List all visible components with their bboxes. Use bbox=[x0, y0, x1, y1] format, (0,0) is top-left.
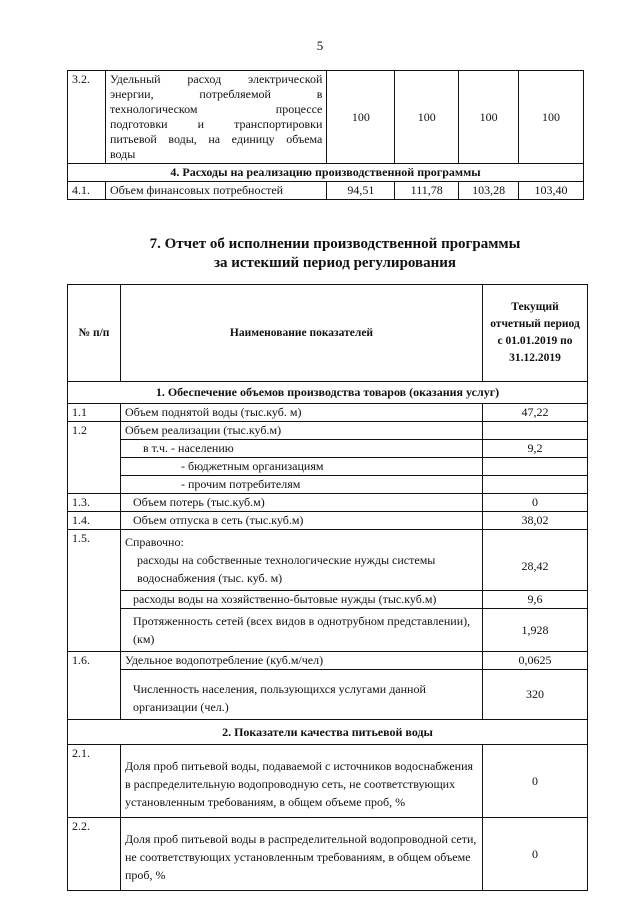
table-row bbox=[68, 458, 588, 476]
table-row bbox=[68, 609, 588, 652]
table-row bbox=[68, 591, 588, 609]
indicator-name: Доля проб питьевой воды в распределительной водопроводной сети, не соответствующих установленным требованиям, в общем объеме проб, % bbox=[121, 818, 483, 891]
report-heading: 7. Отчет об исполнении производственной программы bbox=[149, 236, 521, 252]
indicator-line: питьевой воды, на единицу объема bbox=[109, 132, 323, 146]
row-number: 1.3. bbox=[68, 494, 121, 512]
reference-label: Справочно: bbox=[125, 535, 184, 549]
row-number: 1.4. bbox=[68, 512, 121, 530]
indicator-name: Доля проб питьевой воды, подаваемой с источников водоснабжения в распределительную водопроводную сеть, не соответствующих установленным требованиям, в общем объеме проб, % bbox=[121, 745, 483, 818]
report-table bbox=[67, 284, 588, 891]
table-header bbox=[68, 285, 588, 382]
indicator-line: подготовки и транспортировки bbox=[109, 117, 323, 131]
reference-text: расходы на собственные технологические нужды системы водоснабжения (тыс. куб. м) bbox=[137, 553, 436, 585]
indicator-name: Объем отпуска в сеть (тыс.куб.м) bbox=[121, 512, 483, 530]
value-cell: 0 bbox=[483, 494, 588, 512]
value-cell: 28,42 bbox=[483, 530, 588, 591]
table-row bbox=[68, 404, 588, 422]
section-title: 1. Обеспечение объемов производства товаров (оказания услуг) bbox=[68, 382, 588, 404]
table-row bbox=[68, 440, 588, 458]
indicator-name: расходы воды на хозяйственно-бытовые нужды (тыс.куб.м) bbox=[121, 591, 483, 609]
table-row bbox=[68, 818, 588, 891]
page-number: 5 bbox=[316, 38, 324, 53]
section-row bbox=[68, 164, 584, 182]
value-cell: 0,0625 bbox=[483, 652, 588, 670]
indicator-line: технологическом процессе bbox=[109, 102, 323, 116]
value-cell: 38,02 bbox=[483, 512, 588, 530]
table-row bbox=[68, 422, 588, 440]
header-num: № п/п bbox=[68, 285, 121, 382]
value-cell: 111,78 bbox=[395, 182, 459, 200]
section-row bbox=[68, 720, 588, 745]
value-cell: 100 bbox=[327, 71, 395, 164]
indicator-name: Протяженность сетей (всех видов в однотрубном представлении), (км) bbox=[121, 609, 483, 652]
program-continuation-table bbox=[67, 70, 584, 200]
value-cell: 320 bbox=[483, 670, 588, 720]
value-cell: 47,22 bbox=[483, 404, 588, 422]
table-row bbox=[68, 670, 588, 720]
indicator-line: воды bbox=[109, 147, 136, 161]
table-row bbox=[68, 182, 584, 200]
indicator-line: Удельный расход электрической bbox=[109, 72, 323, 86]
row-number: 3.2. bbox=[68, 71, 106, 164]
value-cell: 100 bbox=[395, 71, 459, 164]
header-name: Наименование показателей bbox=[121, 285, 483, 382]
value-cell: 1,928 bbox=[483, 609, 588, 652]
table-row bbox=[68, 512, 588, 530]
row-number: 4.1. bbox=[68, 182, 106, 200]
indicator-line: энергии, потребляемой в bbox=[109, 87, 323, 101]
value-cell: 94,51 bbox=[327, 182, 395, 200]
table-row bbox=[68, 71, 584, 164]
section-title: 2. Показатели качества питьевой воды bbox=[68, 720, 588, 745]
indicator-name: Объем финансовых потребностей bbox=[105, 182, 326, 200]
section-title: 4. Расходы на реализацию производственной программы bbox=[68, 164, 584, 182]
indicator-name: - прочим потребителям bbox=[121, 476, 483, 494]
indicator-name: Численность населения, пользующихся услугами данной организации (чел.) bbox=[121, 670, 483, 720]
indicator-name: Объем потерь (тыс.куб.м) bbox=[121, 494, 483, 512]
indicator-name: - бюджетным организациям bbox=[121, 458, 483, 476]
table-row bbox=[68, 494, 588, 512]
row-number: 1.5. bbox=[68, 530, 121, 652]
row-number: 1.2 bbox=[68, 422, 121, 494]
row-number: 1.6. bbox=[68, 652, 121, 720]
indicator-name: Объем поднятой воды (тыс.куб. м) bbox=[121, 404, 483, 422]
report-subheading: за истекший период регулирования bbox=[213, 255, 457, 271]
row-number: 2.2. bbox=[68, 818, 121, 891]
value-cell: 0 bbox=[483, 818, 588, 891]
indicator-name bbox=[105, 71, 326, 164]
row-number: 1.1 bbox=[68, 404, 121, 422]
value-cell: 100 bbox=[519, 71, 584, 164]
indicator-name: Удельное водопотребление (куб.м/чел) bbox=[121, 652, 483, 670]
table-row bbox=[68, 476, 588, 494]
value-cell: 9,2 bbox=[483, 440, 588, 458]
value-cell: 9,6 bbox=[483, 591, 588, 609]
section-row bbox=[68, 382, 588, 404]
header-period: Текущий отчетный период с 01.01.2019 по 31.12.2019 bbox=[483, 285, 588, 382]
value-cell: 100 bbox=[459, 71, 519, 164]
table-row bbox=[68, 530, 588, 591]
value-cell: 103,28 bbox=[459, 182, 519, 200]
indicator-name: в т.ч. - населению bbox=[121, 440, 483, 458]
indicator-name: Объем реализации (тыс.куб.м) bbox=[121, 422, 483, 440]
row-number: 2.1. bbox=[68, 745, 121, 818]
table-row bbox=[68, 745, 588, 818]
value-cell: 0 bbox=[483, 745, 588, 818]
indicator-name bbox=[121, 530, 483, 591]
table-row bbox=[68, 652, 588, 670]
value-cell: 103,40 bbox=[519, 182, 584, 200]
